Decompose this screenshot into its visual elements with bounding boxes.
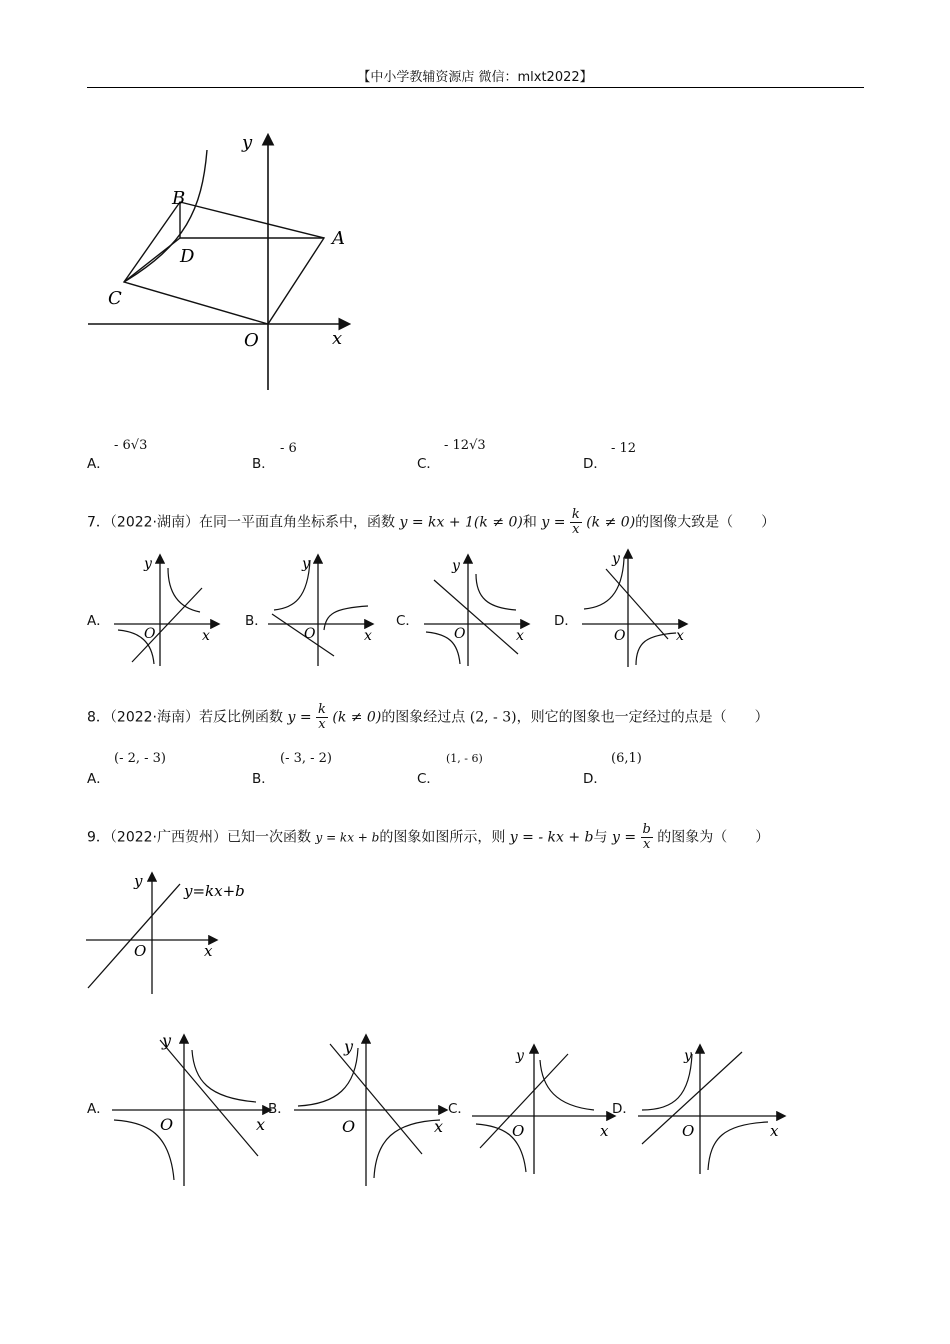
q8-number: 8． bbox=[87, 709, 110, 726]
svg-text:x: x bbox=[204, 942, 213, 960]
q6-option-d-value: - 12 bbox=[611, 441, 637, 456]
q7-option-d[interactable]: D． bbox=[554, 613, 578, 629]
q9-given-graph bbox=[84, 868, 264, 998]
svg-text:y: y bbox=[302, 556, 310, 572]
q7-option-b[interactable]: B． bbox=[245, 613, 268, 629]
svg-text:y: y bbox=[344, 1037, 354, 1056]
svg-text:O: O bbox=[454, 626, 466, 642]
q9-text-b: 的图象如图所示，则 bbox=[379, 829, 506, 846]
q7-option-a[interactable]: A． bbox=[87, 613, 110, 629]
svg-text:y: y bbox=[612, 551, 620, 567]
q9-option-c[interactable]: C． bbox=[448, 1101, 471, 1117]
q6-label-x: x bbox=[332, 328, 343, 349]
q8-text-a: 若反比例函数 bbox=[199, 709, 284, 726]
svg-text:x: x bbox=[600, 1122, 609, 1140]
svg-text:x: x bbox=[676, 628, 684, 644]
q9-option-d[interactable]: D． bbox=[612, 1101, 636, 1117]
q6-label-c: C bbox=[108, 288, 122, 309]
q9-text-d: 的图象为（ ） bbox=[657, 829, 770, 846]
q8-option-d-value: (6,1) bbox=[611, 751, 642, 766]
q6-option-a-value: - 6√3 bbox=[114, 438, 148, 453]
q6-option-c[interactable]: C． bbox=[417, 456, 440, 472]
q9-text-a: 已知一次函数 bbox=[227, 829, 312, 846]
q7-graph-b bbox=[264, 550, 384, 670]
q7-graph-a bbox=[110, 550, 230, 670]
q9-text-c: 与 bbox=[593, 829, 608, 846]
svg-text:O: O bbox=[144, 626, 156, 642]
q8-source: （2022·海南） bbox=[109, 709, 200, 726]
q7-text-b: 和 bbox=[522, 514, 537, 531]
q6-option-d[interactable]: D． bbox=[583, 456, 607, 472]
q7-option-c[interactable]: C． bbox=[396, 613, 419, 629]
q8-func-frac: $\frac{k}{x}$ bbox=[318, 702, 326, 732]
q6-label-d: D bbox=[180, 246, 195, 267]
q8-option-c-value: (1, - 6) bbox=[446, 752, 483, 765]
q7-func2-lhs: y = bbox=[541, 514, 566, 531]
q6-rhombus bbox=[124, 202, 324, 324]
q8-option-a-value: (- 2, - 3) bbox=[114, 751, 166, 766]
svg-text:O: O bbox=[614, 628, 626, 644]
q8-text-c: ，则它的图象也一定经过的点是（ ） bbox=[516, 709, 769, 726]
q8-text-b: 的图象经过点 bbox=[381, 709, 466, 726]
q6-option-a[interactable]: A． bbox=[87, 456, 110, 472]
q8-option-c[interactable]: C． bbox=[417, 771, 440, 787]
q7-number: 7． bbox=[87, 514, 110, 531]
q6-label-y: y bbox=[242, 132, 253, 153]
q7-stem bbox=[87, 508, 775, 537]
q7-func1: y = kx + 1(k ≠ 0) bbox=[399, 514, 523, 531]
q6-figure bbox=[80, 120, 370, 400]
q8-option-d[interactable]: D． bbox=[583, 771, 607, 787]
q7-func2-cond: (k ≠ 0) bbox=[586, 514, 636, 531]
q6-label-a: A bbox=[332, 228, 345, 249]
q8-option-b[interactable]: B． bbox=[252, 771, 275, 787]
svg-text:y: y bbox=[134, 872, 143, 890]
q7-graph-c bbox=[420, 550, 540, 670]
svg-text:O: O bbox=[512, 1122, 525, 1140]
q6-label-o: O bbox=[244, 330, 259, 351]
svg-text:x: x bbox=[516, 628, 524, 644]
q6-label-b: B bbox=[172, 188, 186, 209]
q6-segment-cd bbox=[124, 238, 180, 282]
q8-point: (2, - 3) bbox=[469, 709, 517, 726]
q9-graph-d bbox=[634, 1040, 794, 1180]
svg-text:y: y bbox=[516, 1048, 524, 1064]
q8-option-a[interactable]: A． bbox=[87, 771, 110, 787]
q6-option-c-value: - 12√3 bbox=[444, 438, 486, 453]
q8-stem bbox=[87, 703, 769, 732]
q6-hyperbola bbox=[124, 150, 207, 282]
q9-func2: y = - kx + b bbox=[509, 829, 594, 846]
svg-text:O: O bbox=[304, 626, 316, 642]
q9-func3-frac: $\frac{b}{x}$ bbox=[642, 822, 651, 852]
svg-text:x: x bbox=[364, 628, 372, 644]
svg-text:O: O bbox=[134, 942, 147, 960]
q9-func3-lhs: y = bbox=[611, 829, 637, 846]
q8-func-lhs: y = bbox=[287, 709, 312, 726]
svg-text:y: y bbox=[162, 1031, 172, 1050]
q9-graph-c bbox=[468, 1040, 618, 1180]
q9-func1: y = kx + b bbox=[315, 830, 380, 845]
q9-graph-a bbox=[108, 1030, 278, 1190]
q6-option-b-value: - 6 bbox=[280, 441, 297, 456]
svg-text:O: O bbox=[342, 1117, 356, 1136]
svg-text:O: O bbox=[160, 1115, 174, 1134]
q8-func-cond: (k ≠ 0) bbox=[332, 709, 382, 726]
q9-number: 9． bbox=[87, 829, 110, 846]
header-rule bbox=[87, 87, 864, 88]
svg-text:x: x bbox=[434, 1117, 444, 1136]
q7-graph-d bbox=[578, 545, 698, 670]
svg-text:x: x bbox=[256, 1115, 266, 1134]
q9-option-b[interactable]: B． bbox=[268, 1101, 291, 1117]
q7-func2-frac: $\frac{k}{x}$ bbox=[571, 507, 580, 537]
q9-stem bbox=[87, 823, 769, 852]
q9-given-graph-label: y=kx+b bbox=[184, 882, 245, 900]
q7-text-a: 在同一平面直角坐标系中，函数 bbox=[199, 514, 396, 531]
svg-text:y: y bbox=[144, 556, 152, 572]
page-header: 【中小学教辅资源店 微信：mlxt2022】 bbox=[357, 70, 593, 85]
q6-option-b[interactable]: B． bbox=[252, 456, 275, 472]
q9-option-a[interactable]: A． bbox=[87, 1101, 110, 1117]
svg-text:x: x bbox=[202, 628, 210, 644]
svg-text:x: x bbox=[770, 1122, 779, 1140]
q9-source: （2022·广西贺州） bbox=[109, 829, 228, 846]
q7-text-c: 的图像大致是（ ） bbox=[635, 514, 776, 531]
svg-text:y: y bbox=[452, 558, 460, 574]
q7-source: （2022·湖南） bbox=[109, 514, 200, 531]
svg-text:y: y bbox=[684, 1048, 692, 1064]
q8-option-b-value: (- 3, - 2) bbox=[280, 751, 332, 766]
q9-graph-b bbox=[290, 1030, 460, 1190]
svg-text:O: O bbox=[682, 1122, 695, 1140]
